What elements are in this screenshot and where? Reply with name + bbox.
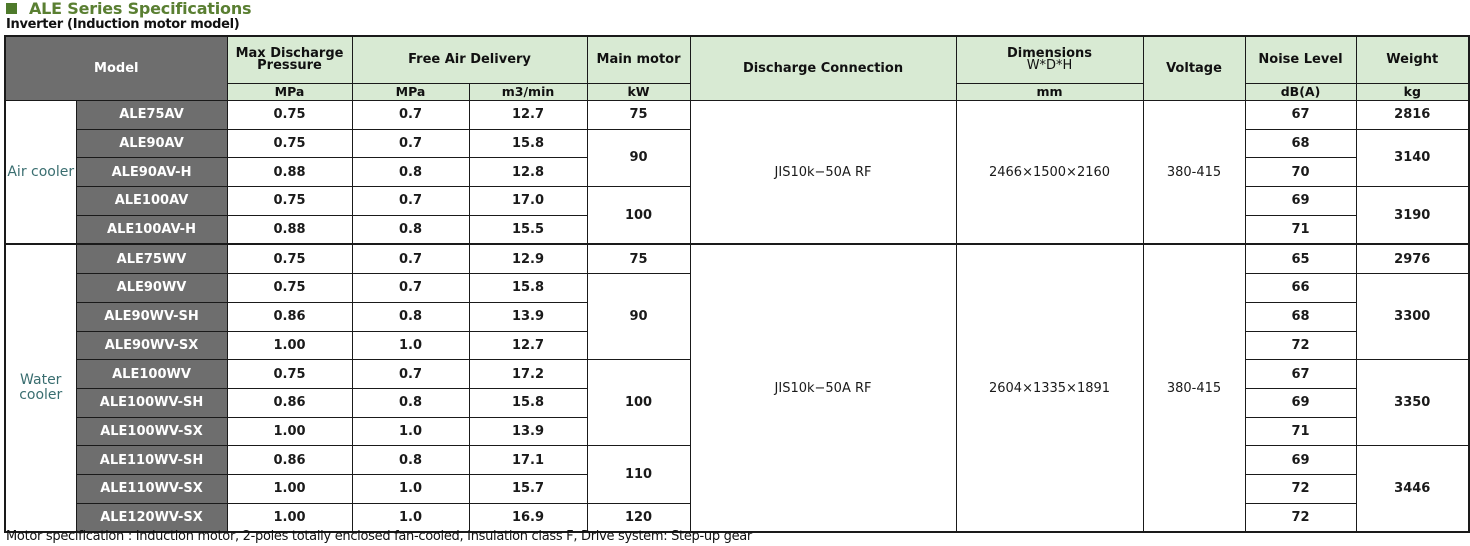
model-cell: ALE75WV bbox=[76, 244, 227, 273]
motor-cell: 120 bbox=[587, 503, 690, 532]
dimensions-cell: 2604×1335×1891 bbox=[956, 244, 1143, 532]
pressure-cell: 0.75 bbox=[227, 129, 352, 158]
noise-cell: 69 bbox=[1245, 446, 1356, 475]
weight-cell: 3140 bbox=[1356, 129, 1469, 186]
unit-dimensions: mm bbox=[956, 84, 1143, 101]
fad-flow-cell: 15.8 bbox=[469, 129, 587, 158]
pressure-cell: 1.00 bbox=[227, 331, 352, 360]
weight-cell: 2816 bbox=[1356, 101, 1469, 130]
pressure-cell: 0.75 bbox=[227, 187, 352, 216]
model-cell: ALE120WV-SX bbox=[76, 503, 227, 532]
fad-mpa-cell: 0.7 bbox=[352, 274, 469, 303]
header-pressure: Max Discharge Pressure bbox=[227, 36, 352, 84]
footnote: Motor specification : Induction motor, 2-poles totally enclosed fan-cooled, Insulation class F, Drive system: Step-up gear bbox=[6, 529, 752, 544]
noise-cell: 71 bbox=[1245, 215, 1356, 244]
pressure-cell: 0.75 bbox=[227, 101, 352, 130]
motor-cell: 75 bbox=[587, 101, 690, 130]
fad-flow-cell: 17.0 bbox=[469, 187, 587, 216]
model-cell: ALE110WV-SH bbox=[76, 446, 227, 475]
fad-mpa-cell: 0.7 bbox=[352, 101, 469, 130]
header-dimensions-label: Dimensions bbox=[1007, 46, 1092, 61]
table-row bbox=[5, 244, 1469, 273]
weight-cell: 2976 bbox=[1356, 244, 1469, 273]
fad-mpa-cell: 0.8 bbox=[352, 215, 469, 244]
voltage-cell: 380-415 bbox=[1143, 101, 1245, 245]
weight-cell: 3300 bbox=[1356, 274, 1469, 360]
model-cell: ALE75AV bbox=[76, 101, 227, 130]
motor-cell: 90 bbox=[587, 129, 690, 186]
noise-cell: 70 bbox=[1245, 158, 1356, 187]
noise-cell: 68 bbox=[1245, 129, 1356, 158]
weight-cell: 3446 bbox=[1356, 446, 1469, 533]
voltage-cell: 380-415 bbox=[1143, 244, 1245, 532]
pressure-cell: 0.75 bbox=[227, 360, 352, 389]
fad-flow-cell: 12.7 bbox=[469, 331, 587, 360]
noise-cell: 69 bbox=[1245, 388, 1356, 417]
noise-cell: 72 bbox=[1245, 474, 1356, 503]
pressure-cell: 0.86 bbox=[227, 302, 352, 331]
fad-flow-cell: 13.9 bbox=[469, 417, 587, 446]
pressure-cell: 0.75 bbox=[227, 244, 352, 273]
weight-cell: 3190 bbox=[1356, 187, 1469, 245]
noise-cell: 72 bbox=[1245, 331, 1356, 360]
noise-cell: 71 bbox=[1245, 417, 1356, 446]
header-dimensions-sub: W*D*H bbox=[1026, 58, 1073, 73]
fad-mpa-cell: 0.8 bbox=[352, 446, 469, 475]
noise-cell: 69 bbox=[1245, 187, 1356, 216]
model-cell: ALE100AV bbox=[76, 187, 227, 216]
noise-cell: 67 bbox=[1245, 101, 1356, 130]
table-row bbox=[5, 101, 1469, 130]
unit-fad-flow: m3/min bbox=[469, 84, 587, 101]
fad-flow-cell: 13.9 bbox=[469, 302, 587, 331]
header-fad: Free Air Delivery bbox=[352, 36, 587, 84]
noise-cell: 66 bbox=[1245, 274, 1356, 303]
pressure-cell: 1.00 bbox=[227, 503, 352, 532]
model-cell: ALE90WV-SX bbox=[76, 331, 227, 360]
unit-fad-pressure: MPa bbox=[352, 84, 469, 101]
unit-pressure: MPa bbox=[227, 84, 352, 101]
model-cell: ALE90WV-SH bbox=[76, 302, 227, 331]
noise-cell: 72 bbox=[1245, 503, 1356, 532]
unit-motor: kW bbox=[587, 84, 690, 101]
model-cell: ALE100WV-SX bbox=[76, 417, 227, 446]
pressure-cell: 0.86 bbox=[227, 388, 352, 417]
header-motor: Main motor bbox=[587, 36, 690, 84]
pressure-cell: 1.00 bbox=[227, 417, 352, 446]
unit-weight: kg bbox=[1356, 84, 1469, 101]
motor-cell: 100 bbox=[587, 187, 690, 245]
fad-mpa-cell: 0.7 bbox=[352, 244, 469, 273]
motor-cell: 90 bbox=[587, 274, 690, 360]
fad-mpa-cell: 0.7 bbox=[352, 187, 469, 216]
model-cell: ALE100AV-H bbox=[76, 215, 227, 244]
connection-cell: JIS10k−50A RF bbox=[690, 101, 956, 245]
header-connection: Discharge Connection bbox=[690, 36, 956, 101]
header-weight: Weight bbox=[1356, 36, 1469, 84]
model-cell: ALE100WV-SH bbox=[76, 388, 227, 417]
header-noise: Noise Level bbox=[1245, 36, 1356, 84]
subtitle: Inverter (Induction motor model) bbox=[6, 17, 240, 32]
model-cell: ALE90WV bbox=[76, 274, 227, 303]
fad-flow-cell: 17.2 bbox=[469, 360, 587, 389]
pressure-cell: 0.75 bbox=[227, 274, 352, 303]
fad-flow-cell: 15.8 bbox=[469, 274, 587, 303]
motor-cell: 75 bbox=[587, 244, 690, 273]
dimensions-cell: 2466×1500×2160 bbox=[956, 101, 1143, 245]
model-cell: ALE90AV bbox=[76, 129, 227, 158]
pressure-cell: 0.88 bbox=[227, 158, 352, 187]
fad-mpa-cell: 1.0 bbox=[352, 503, 469, 532]
fad-flow-cell: 15.5 bbox=[469, 215, 587, 244]
unit-noise: dB(A) bbox=[1245, 84, 1356, 101]
fad-mpa-cell: 0.7 bbox=[352, 360, 469, 389]
connection-cell: JIS10k−50A RF bbox=[690, 244, 956, 532]
fad-flow-cell: 16.9 bbox=[469, 503, 587, 532]
fad-flow-cell: 15.7 bbox=[469, 474, 587, 503]
fad-mpa-cell: 0.7 bbox=[352, 129, 469, 158]
fad-flow-cell: 12.8 bbox=[469, 158, 587, 187]
section-title bbox=[6, 0, 251, 16]
model-cell: ALE100WV bbox=[76, 360, 227, 389]
fad-flow-cell: 12.9 bbox=[469, 244, 587, 273]
motor-cell: 100 bbox=[587, 360, 690, 446]
fad-mpa-cell: 0.8 bbox=[352, 158, 469, 187]
title-text: ALE Series Specifications bbox=[29, 0, 252, 18]
motor-cell: 110 bbox=[587, 446, 690, 503]
noise-cell: 65 bbox=[1245, 244, 1356, 273]
noise-cell: 68 bbox=[1245, 302, 1356, 331]
model-cell: ALE90AV-H bbox=[76, 158, 227, 187]
square-bullet-icon bbox=[6, 3, 17, 14]
header-dimensions bbox=[956, 36, 1143, 84]
fad-mpa-cell: 1.0 bbox=[352, 331, 469, 360]
fad-mpa-cell: 0.8 bbox=[352, 388, 469, 417]
header-voltage: Voltage bbox=[1143, 36, 1245, 101]
pressure-cell: 0.86 bbox=[227, 446, 352, 475]
model-cell: ALE110WV-SX bbox=[76, 474, 227, 503]
fad-mpa-cell: 1.0 bbox=[352, 474, 469, 503]
noise-cell: 67 bbox=[1245, 360, 1356, 389]
fad-flow-cell: 17.1 bbox=[469, 446, 587, 475]
pressure-cell: 0.88 bbox=[227, 215, 352, 244]
pressure-cell: 1.00 bbox=[227, 474, 352, 503]
fad-mpa-cell: 1.0 bbox=[352, 417, 469, 446]
group-air-cooler: Air cooler bbox=[5, 101, 76, 245]
fad-flow-cell: 15.8 bbox=[469, 388, 587, 417]
spec-table bbox=[4, 35, 1470, 533]
weight-cell: 3350 bbox=[1356, 360, 1469, 446]
group-water-cooler: Water cooler bbox=[5, 244, 76, 532]
fad-mpa-cell: 0.8 bbox=[352, 302, 469, 331]
fad-flow-cell: 12.7 bbox=[469, 101, 587, 130]
header-model: Model bbox=[5, 36, 227, 101]
